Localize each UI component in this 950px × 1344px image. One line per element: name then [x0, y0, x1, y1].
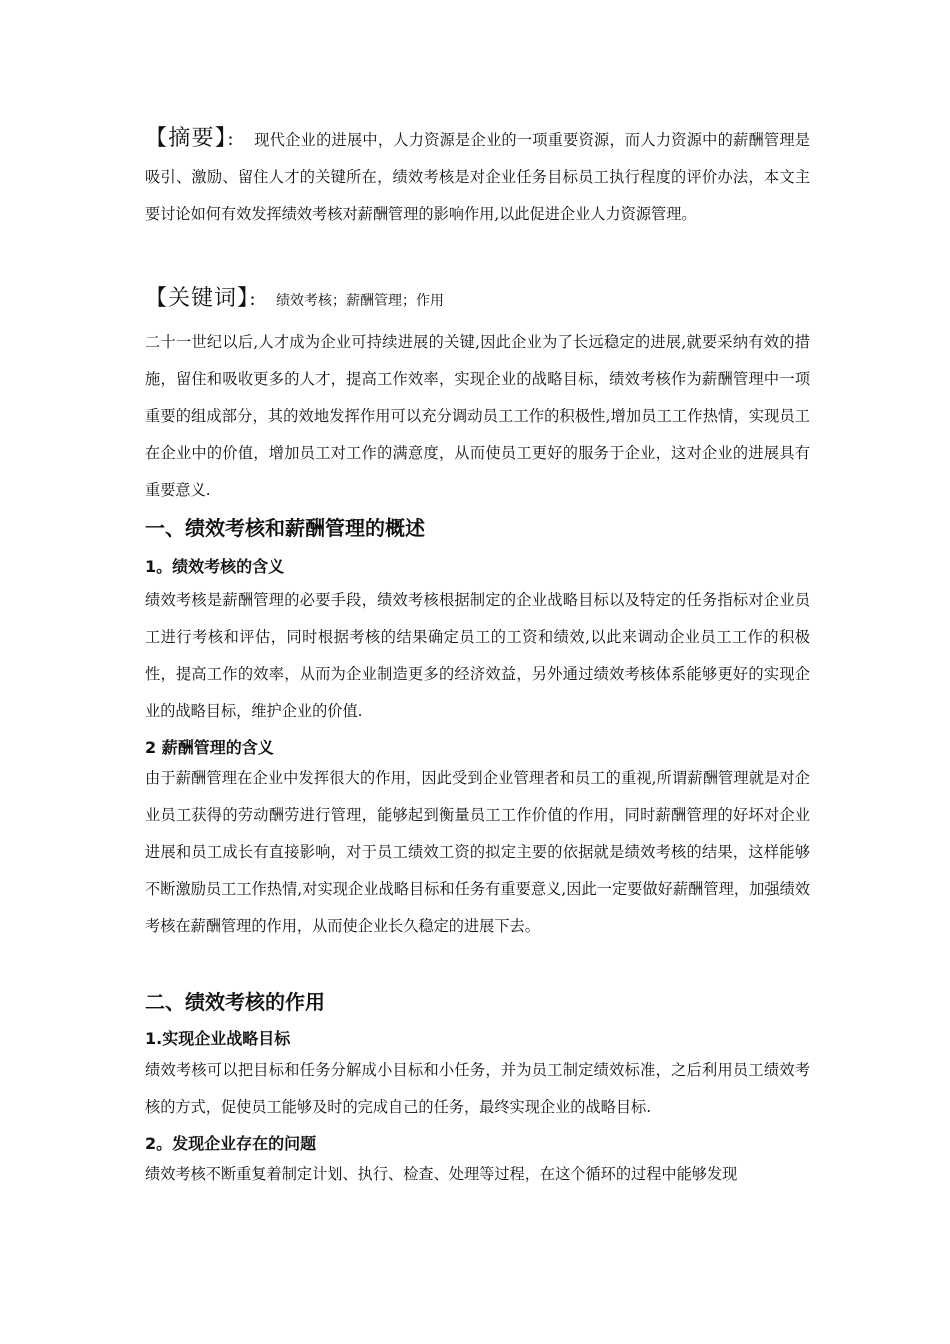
abstract-text: 现代企业的进展中，人力资源是企业的一项重要资源，而人力资源中的薪酬管理是吸引、激励、留住人才的关键所在，绩效考核是对企业任务目标员工执行程度的评价办法，本文主要讨论如何有效发挥绩效考核对薪酬管理的影响作用,以此促进企业人力资源管理。	[145, 131, 810, 223]
intro-text: 二十一世纪以后,人才成为企业可持续进展的关键,因此企业为了长远稳定的进展,就要采纳有效的措施，留住和吸收更多的人才，提高工作效率，实现企业的战略目标，绩效考核作为薪酬管理中一项重要的组成部分，其的效地发挥作用可以充分调动员工工作的积极性,增加员工工作热情，实现员工在企业中的价值，增加员工对工作的满意度，从而使员工更好的服务于企业，这对企业的进展具有重要意义.	[145, 333, 810, 499]
section2-sub1-text: 绩效考核可以把目标和任务分解成小目标和小任务，并为员工制定绩效标准，之后利用员工绩效考核的方式，促使员工能够及时的完成自己的任务，最终实现企业的战略目标.	[145, 1061, 810, 1116]
section2-sub1-paragraph	[145, 1052, 810, 1126]
keywords-section	[145, 280, 810, 320]
section1-sub1-paragraph	[145, 582, 810, 730]
abstract-label: 【摘要】	[145, 126, 228, 151]
section1-sub2-heading	[145, 735, 810, 758]
section1-sub1-title: 1。绩效考核的含义	[145, 557, 285, 576]
keywords-colon: ：	[249, 291, 265, 309]
keywords-label: 【关键词】	[145, 286, 250, 311]
section2-sub2-heading	[145, 1131, 810, 1154]
section1-sub1-text: 绩效考核是薪酬管理的必要手段，绩效考核根据制定的企业战略目标以及特定的任务指标对企业员工进行考核和评估，同时根据考核的结果确定员工的工资和绩效,以此来调动企业员工工作的积极性，提高工作的效率，从而为企业制造更多的经济效益，另外通过绩效考核体系能够更好的实现企业的战略目标，维护企业的价值.	[145, 591, 810, 720]
intro-paragraph	[145, 324, 810, 509]
keywords-text: 绩效考核；薪酬管理；作用	[276, 293, 445, 309]
section1-heading	[145, 512, 810, 541]
section2-sub1-heading	[145, 1026, 810, 1049]
section1-sub2-paragraph	[145, 760, 810, 945]
section2-sub1-title: 1.实现企业战略目标	[145, 1029, 291, 1048]
section1-sub2-title: 2 薪酬管理的含义	[145, 738, 274, 757]
section2-sub2-text: 绩效考核不断重复着制定计划、执行、检查、处理等过程，在这个循环的过程中能够发现	[145, 1165, 738, 1183]
section2-heading	[145, 986, 810, 1015]
section2-sub2-paragraph	[145, 1156, 810, 1193]
section2-sub2-title: 2。发现企业存在的问题	[145, 1134, 317, 1153]
section2-title: 二、绩效考核的作用	[145, 990, 325, 1014]
section1-sub2-text: 由于薪酬管理在企业中发挥很大的作用，因此受到企业管理者和员工的重视,所谓薪酬管理就是对企业员工获得的劳动酬劳进行管理，能够起到衡量员工工作价值的作用，同时薪酬管理的好坏对企业进展和员工成长有直接影响，对于员工绩效工资的拟定主要的依据就是绩效考核的结果，这样能够不断激励员工工作热情,对实现企业战略目标和任务有重要意义,因此一定要做好薪酬管理，加强绩效考核在薪酬管理的作用，从而使企业长久稳定的进展下去。	[145, 769, 810, 935]
abstract-colon: ：	[227, 131, 243, 149]
section1-title: 一、绩效考核和薪酬管理的概述	[145, 516, 425, 540]
abstract-section	[145, 120, 810, 233]
section1-sub1-heading	[145, 554, 810, 577]
